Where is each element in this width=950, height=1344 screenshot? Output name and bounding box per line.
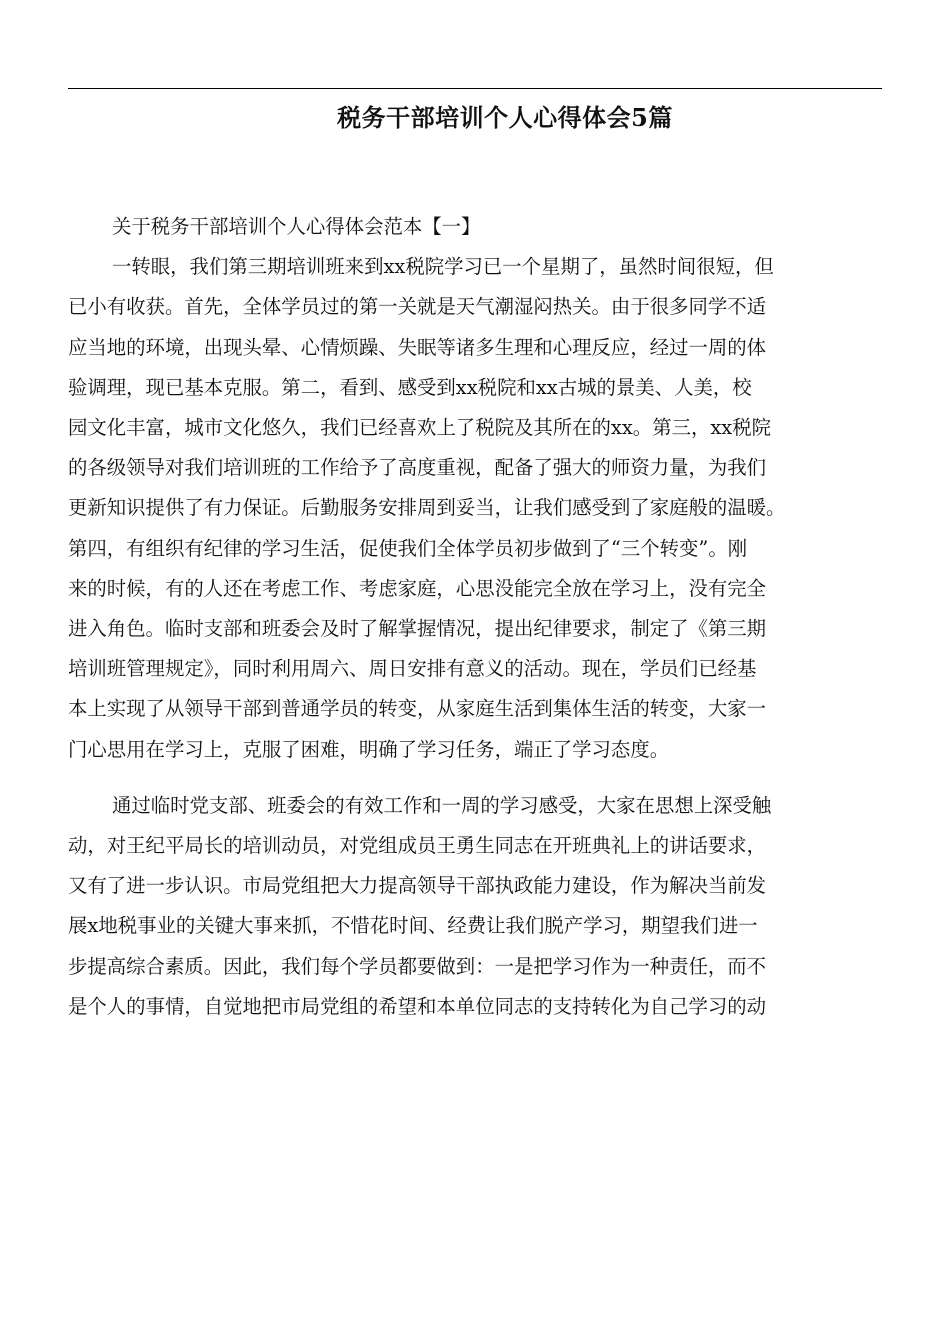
paragraph-line: 步提高综合素质。因此，我们每个学员都要做到：一是把学习作为一种责任，而不 [68,954,767,978]
paragraph-line: 的各级领导对我们培训班的工作给予了高度重视，配备了强大的师资力量，为我们 [68,456,767,480]
paragraph-line: 验调理，现已基本克服。第二，看到、感受到xx税院和xx古城的景美、人美，校 [68,375,752,399]
header-rule [68,88,882,89]
document-body [68,207,888,1027]
paragraph-line: 第四，有组织有纪律的学习生活，促使我们全体学员初步做到了“三个转变”。刚 [68,536,748,560]
paragraph-line: 应当地的环境，出现头晕、心情烦躁、失眠等诸多生理和心理反应，经过一周的体 [68,335,767,359]
paragraph-line: 动，对王纪平局长的培训动员，对党组成员王勇生同志在开班典礼上的讲话要求， [68,834,767,858]
paragraph-line: 展x地税事业的关键大事来抓，不惜花时间、经费让我们脱产学习，期望我们进一 [68,914,758,938]
paragraph-2 [68,786,888,1027]
paragraph-1 [68,247,888,770]
document-title: 税务干部培训个人心得体会5篇 [337,103,673,132]
paragraph-line: 通过临时党支部、班委会的有效工作和一周的学习感受，大家在思想上深受触 [112,793,772,817]
paragraph-line: 本上实现了从领导干部到普通学员的转变，从家庭生活到集体生活的转变，大家一 [68,697,767,721]
paragraph-line: 已小有收获。首先，全体学员过的第一关就是天气潮湿闷热关。由于很多同学不适 [68,295,767,319]
paragraph-line: 是个人的事情，自觉地把市局党组的希望和本单位同志的支持转化为自己学习的动 [68,994,767,1018]
paragraph-line: 来的时候，有的人还在考虑工作、考虑家庭，心思没能完全放在学习上，没有完全 [68,576,767,600]
paragraph-line: 园文化丰富，城市文化悠久，我们已经喜欢上了税院及其所在的xx。第三，xx税院 [68,416,772,440]
section-heading: 关于税务干部培训个人心得体会范本【一】 [112,215,481,238]
paragraph-line: 又有了进一步认识。市局党组把大力提高领导干部执政能力建设，作为解决当前发 [68,874,767,898]
paragraph-spacer [68,770,888,786]
paragraph-line: 培训班管理规定》，同时利用周六、周日安排有意义的活动。现在，学员们已经基 [68,657,757,681]
paragraph-line: 一转眼，我们第三期培训班来到xx税院学习已一个星期了，虽然时间很短，但 [112,255,774,279]
paragraph-line: 进入角色。临时支部和班委会及时了解掌握情况，提出纪律要求，制定了《第三期 [68,617,767,641]
paragraph-line: 更新知识提供了有力保证。后勤服务安排周到妥当，让我们感受到了家庭般的温暖。 [68,496,786,520]
paragraph-line: 门心思用在学习上，克服了困难，明确了学习任务，端正了学习态度。 [68,737,670,761]
